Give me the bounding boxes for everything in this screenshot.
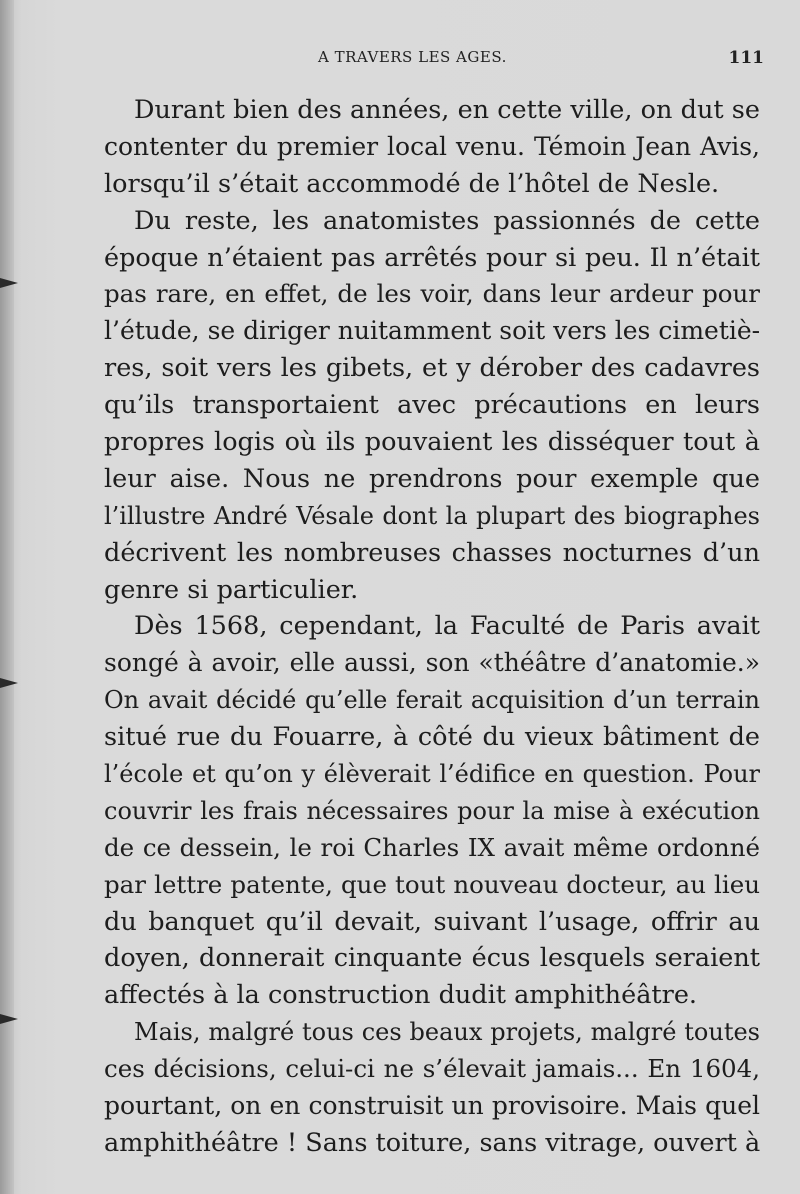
- text-line: genre si particulier.: [104, 574, 359, 605]
- text-line: doyen, donnerait cinquante écus lesquels seraient: [104, 943, 760, 974]
- body-text: [104, 92, 760, 1162]
- page-header: [318, 48, 764, 72]
- text-line: de ce dessein, le roi Charles IX avait même ordonné: [104, 832, 760, 862]
- text-line: l’étude, se diriger nuitamment soit vers les cimetiè-: [104, 316, 761, 346]
- text-line: Dès 1568, cependant, la Faculté de Paris avait: [134, 611, 760, 642]
- text-line: qu’ils transportaient avec précautions en leurs: [104, 390, 760, 421]
- text-line: songé à avoir, elle aussi, son «théâtre d’anatomie.»: [104, 648, 760, 678]
- text-line: Du reste, les anatomistes passionnés de cette: [134, 205, 760, 236]
- text-line: ces décisions, celui-ci ne s’élevait jamais... En 1604,: [104, 1054, 760, 1084]
- text-line: affectés à la construction dudit amphithéâtre.: [104, 980, 698, 1011]
- text-line: l’école et qu’on y élèverait l’édifice en question. Pour: [104, 760, 760, 789]
- text-line: situé rue du Fouarre, à côté du vieux bâtiment de: [104, 722, 760, 753]
- text-line: leur aise. Nous ne prendrons pour exemple que: [104, 463, 760, 494]
- running-title: A TRAVERS LES AGES.: [318, 48, 507, 66]
- text-line: décrivent les nombreuses chasses nocturnes d’un: [104, 537, 760, 568]
- page-number: 111: [728, 48, 764, 68]
- text-line: lorsqu’il s’était accommodé de l’hôtel de Nesle.: [104, 168, 720, 199]
- text-line: par lettre patente, que tout nouveau docteur, au lieu: [104, 869, 760, 899]
- text-line: pourtant, on en construisit un provisoire. Mais quel: [104, 1091, 760, 1121]
- text-line: couvrir les frais nécessaires pour la mise à exécution: [104, 796, 760, 825]
- text-line: propres logis où ils pouvaient les disséquer tout à: [104, 427, 760, 458]
- text-line: Durant bien des années, en cette ville, on dut se: [134, 95, 760, 125]
- text-line: amphithéâtre ! Sans toiture, sans vitrage, ouvert à: [104, 1127, 761, 1158]
- text-line: contenter du premier local venu. Témoin Jean Avis,: [104, 131, 760, 161]
- text-line: époque n’étaient pas arrêtés pour si peu. Il n’était: [104, 242, 760, 273]
- text-line: Mais, malgré tous ces beaux projets, malgré toutes: [134, 1018, 760, 1047]
- text-line: pas rare, en effet, de les voir, dans leur ardeur pour: [104, 279, 760, 309]
- text-line: l’illustre André Vésale dont la plupart des biographes: [104, 501, 760, 530]
- text-line: du banquet qu’il devait, suivant l’usage, offrir au: [104, 906, 760, 937]
- text-line: res, soit vers les gibets, et y dérober des cadavres: [104, 353, 760, 384]
- text-line: On avait décidé qu’elle ferait acquisition d’un terrain: [104, 686, 760, 715]
